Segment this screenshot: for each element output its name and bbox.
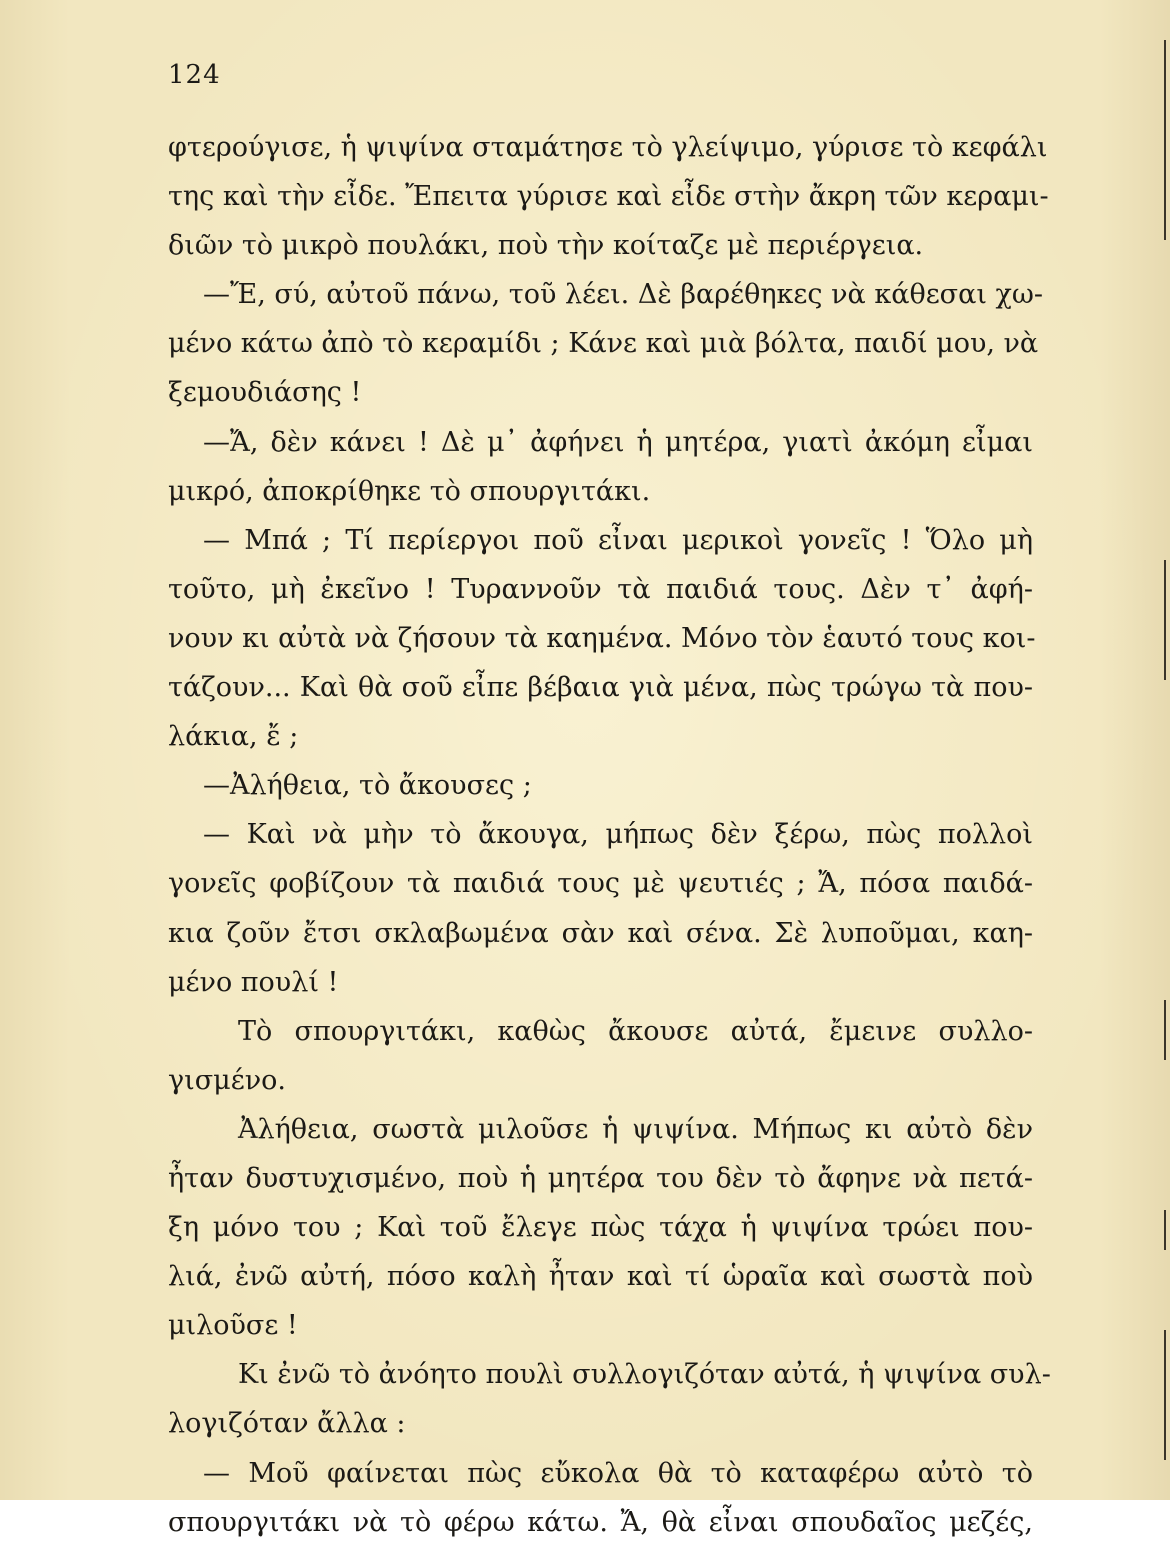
text-line: ξη μόνο του ; Καὶ τοῦ ἔλεγε πὼς τάχα ἡ ψιψίνα τρώει που- xyxy=(168,1212,1033,1244)
text-line: μένο πουλί ! xyxy=(168,966,339,998)
text-line: — Μπά ; Τί περίεργοι ποῦ εἶναι μερικοὶ γονεῖς ! Ὅλο μὴ xyxy=(203,524,1033,556)
text-line: γονεῖς φοβίζουν τὰ παιδιά τους μὲ ψευτιές ; Ἄ, πόσα παιδά- xyxy=(168,868,1033,900)
text-line: τοῦτο, μὴ ἐκεῖνο ! Τυραννοῦν τὰ παιδιά τους. Δὲν τ᾽ ἀφή- xyxy=(168,573,1033,605)
text-line: λιά, ἐνῶ αὐτή, πόσο καλὴ ἦταν καὶ τί ὡραῖα καὶ σωστὰ ποὺ xyxy=(168,1261,1033,1293)
text-line: —Ἀλήθεια, τὸ ἄκουσες ; xyxy=(203,770,532,802)
text-line: —Ἄ, δὲν κάνει ! Δὲ μ᾽ ἀφήνει ἡ μητέρα, γιατὶ ἀκόμη εἶμαι xyxy=(203,426,1033,458)
text-line: μικρό, ἀποκρίθηκε τὸ σπουργιτάκι. xyxy=(168,475,651,507)
text-line: Τὸ σπουργιτάκι, καθὼς ἄκουσε αὐτά, ἔμεινε συλλο- xyxy=(238,1015,1033,1047)
page-text xyxy=(168,123,1051,1547)
text-line: γισμένο. xyxy=(168,1064,286,1096)
text-line: κια ζοῦν ἔτσι σκλαβωμένα σὰν καὶ σένα. Σὲ λυποῦμαι, καη- xyxy=(168,917,1033,949)
text-line: τάζουν... Καὶ θὰ σοῦ εἶπε βέβαια γιὰ μένα, πὼς τρώγω τὰ που- xyxy=(168,672,1033,704)
text-line: — Καὶ νὰ μὴν τὸ ἄκουγα, μήπως δὲν ξέρω, πὼς πολλοὶ xyxy=(203,819,1033,851)
text-line: —Ἔ, σύ, αὐτοῦ πάνω, τοῦ λέει. Δὲ βαρέθηκες νὰ κάθεσαι χω- xyxy=(203,279,1044,311)
text-line: ξεμουδιάσης ! xyxy=(168,377,362,409)
text-line: νουν κι αὐτὰ νὰ ζήσουν τὰ καημένα. Μόνο τὸν ἑαυτό τους κοι- xyxy=(168,622,1036,654)
page-edge-shadow xyxy=(1164,1000,1166,1060)
text-line: ἦταν δυστυχισμένο, ποὺ ἡ μητέρα του δὲν τὸ ἄφηνε νὰ πετά- xyxy=(168,1162,1033,1194)
text-line: λογιζόταν ἄλλα : xyxy=(168,1408,406,1440)
text-line: Κι ἐνῶ τὸ ἀνόητο πουλὶ συλλογιζόταν αὐτά, ἡ ψιψίνα συλ- xyxy=(238,1359,1051,1391)
text-line: μιλοῦσε ! xyxy=(168,1310,298,1342)
page-number: 124 xyxy=(168,60,221,90)
page-edge-shadow xyxy=(1164,1330,1166,1460)
text-line: της καὶ τὴν εἶδε. Ἔπειτα γύρισε καὶ εἶδε στὴν ἄκρη τῶν κεραμι- xyxy=(168,181,1049,213)
page-edge-shadow xyxy=(1164,40,1166,240)
page-edge-shadow xyxy=(1164,560,1166,680)
page-edge-shadow xyxy=(1164,1210,1166,1250)
text-line: Ἀλήθεια, σωστὰ μιλοῦσε ἡ ψιψίνα. Μήπως κι αὐτὸ δὲν xyxy=(238,1113,1033,1145)
text-line: λάκια, ἔ ; xyxy=(168,721,299,753)
text-line: φτερούγισε, ἡ ψιψίνα σταμάτησε τὸ γλείψιμο, γύρισε τὸ κεφάλι xyxy=(168,132,1048,163)
text-line: διῶν τὸ μικρὸ πουλάκι, ποὺ τὴν κοίταζε μὲ περιέργεια. xyxy=(168,230,924,262)
text-line: μένο κάτω ἀπὸ τὸ κεραμίδι ; Κάνε καὶ μιὰ βόλτα, παιδί μου, νὰ xyxy=(168,328,1039,360)
text-line: σπουργιτάκι νὰ τὸ φέρω κάτω. Ἄ, θὰ εἶναι σπουδαῖος μεζές, xyxy=(168,1506,1033,1538)
text-line: — Μοῦ φαίνεται πὼς εὔκολα θὰ τὸ καταφέρω αὐτὸ τὸ xyxy=(203,1457,1033,1489)
